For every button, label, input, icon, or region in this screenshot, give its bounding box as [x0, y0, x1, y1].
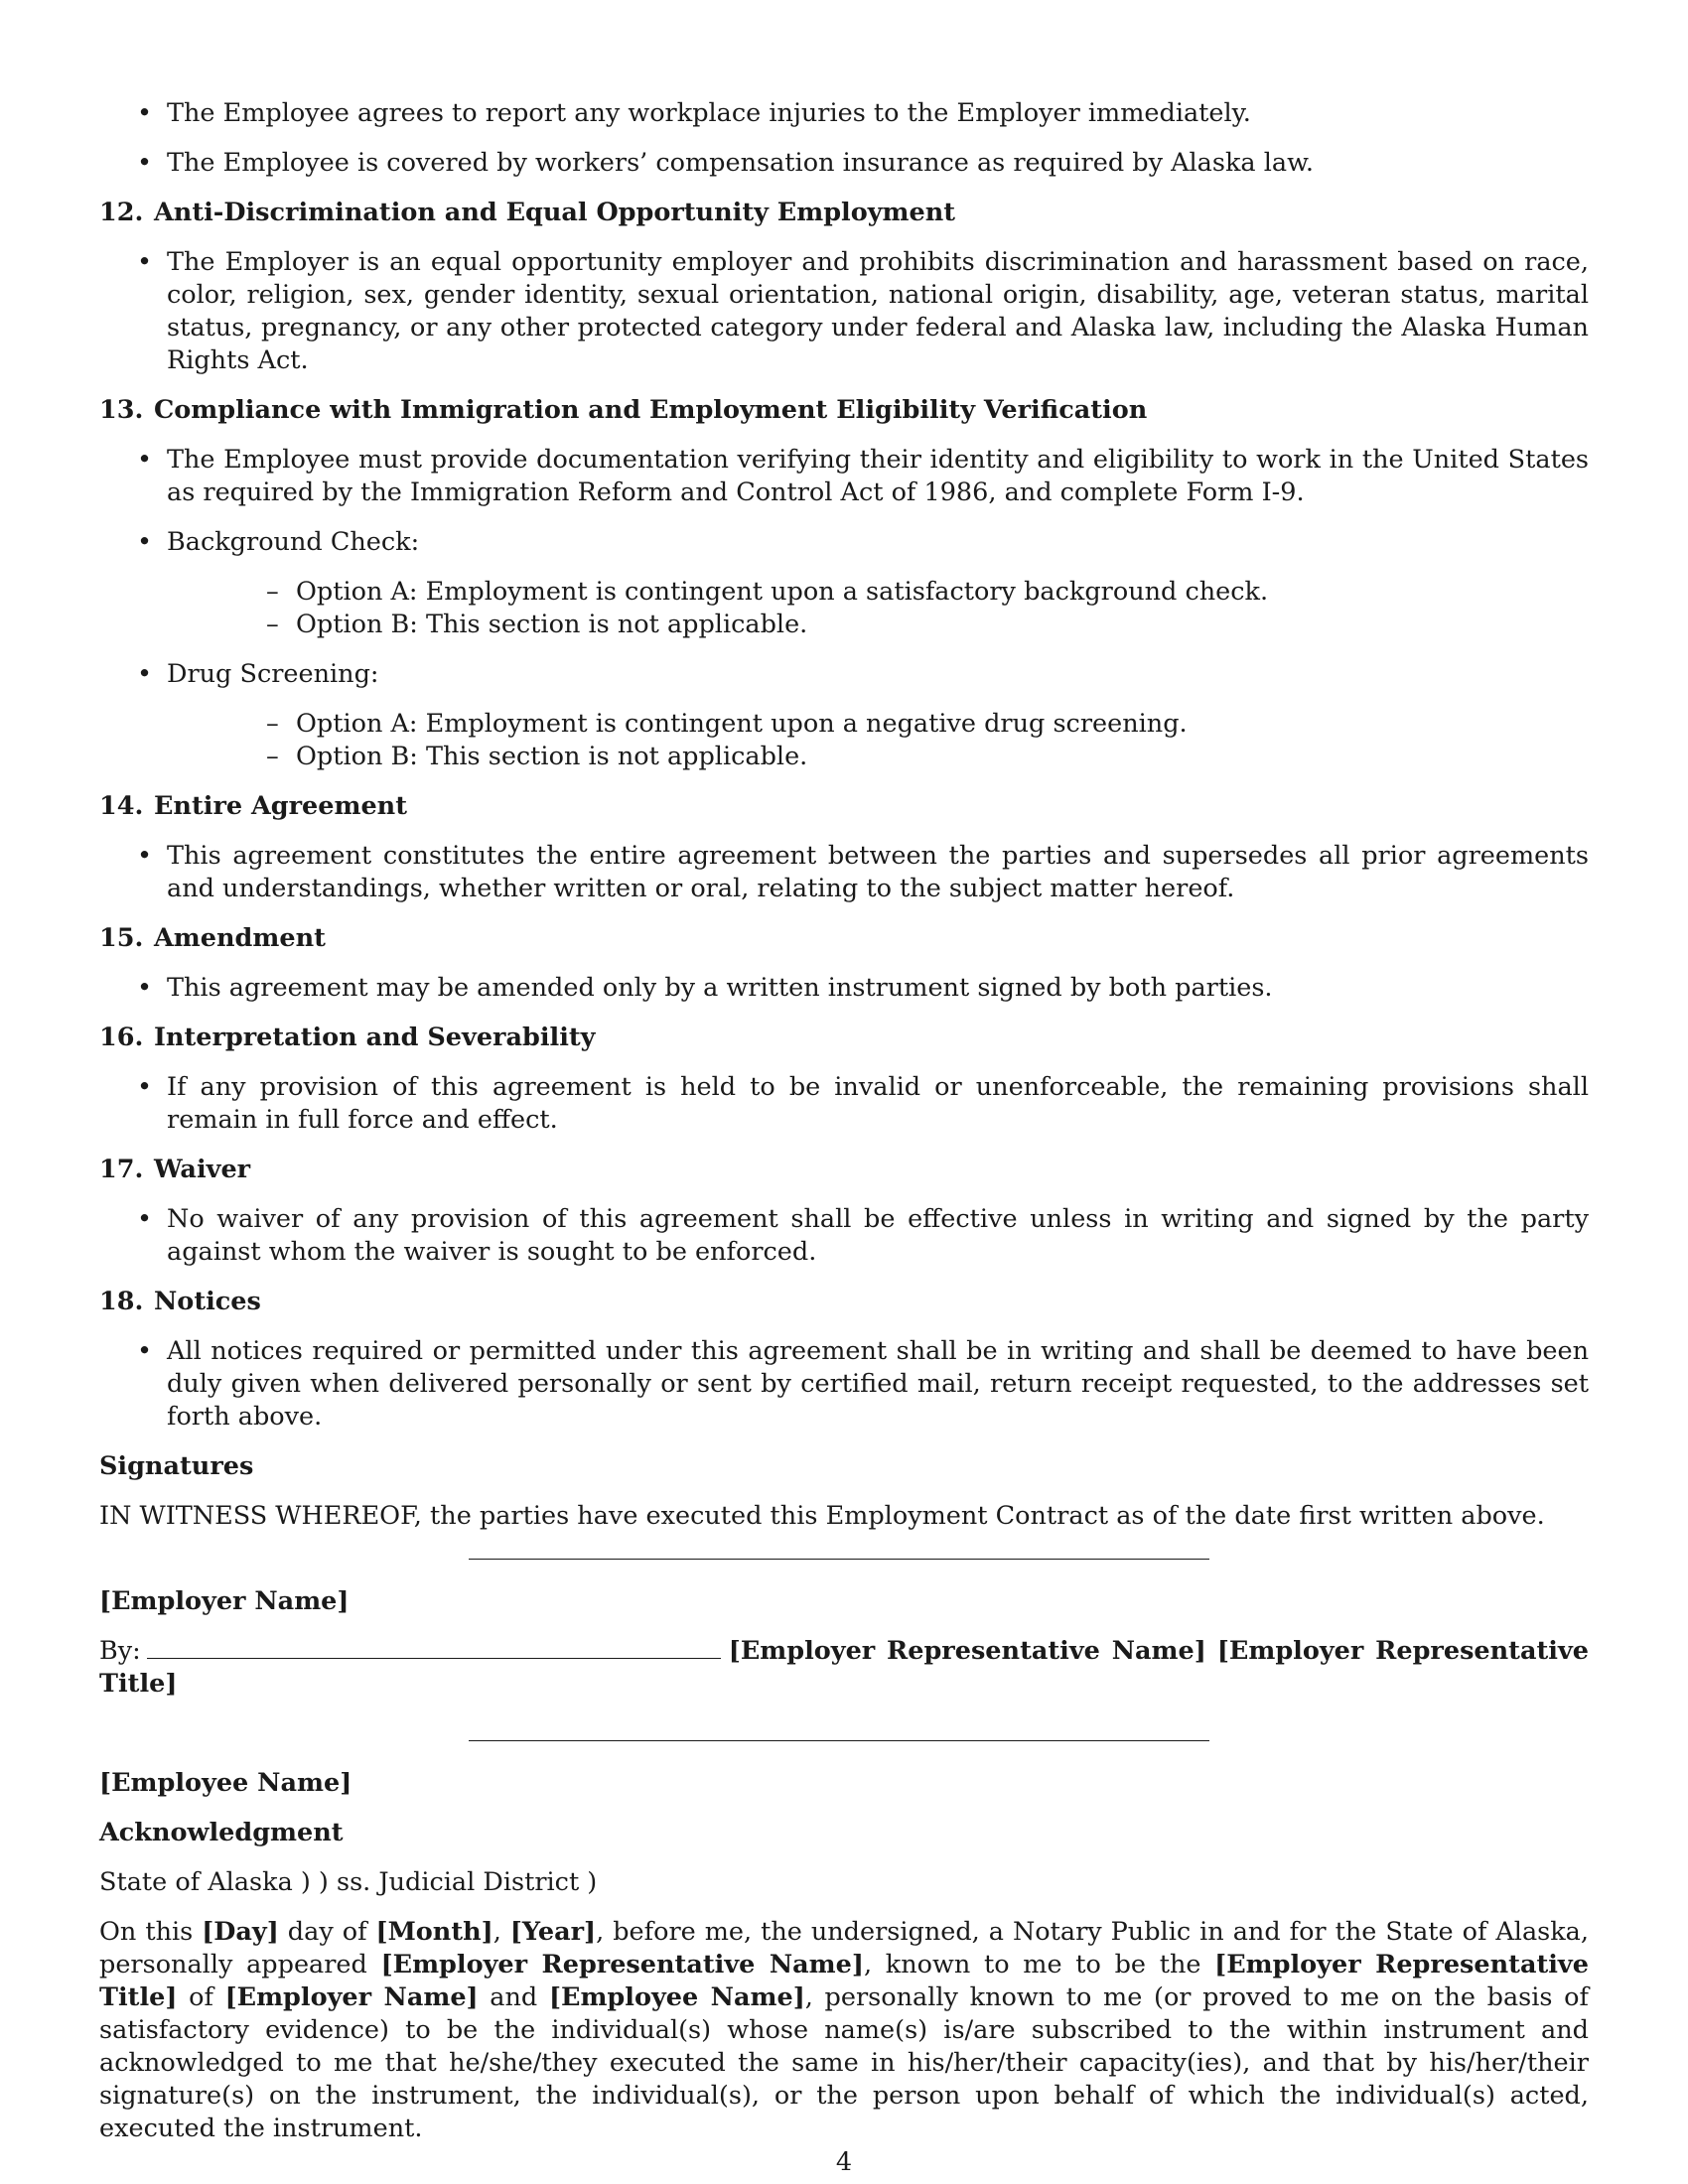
employer-name-placeholder: [Employer Name] — [224, 1982, 479, 2012]
section-number: 13. — [99, 395, 144, 425]
day-placeholder: [Day] — [202, 1917, 279, 1947]
section-heading-12 — [99, 197, 1589, 229]
section-heading-18 — [99, 1286, 1589, 1318]
list-item: • All notices required or permitted under this agreement shall be in writing and shall be deemed to have been duly given when delivered personally or sent by certified mail, return receipt requested, to the addresses set forth above. — [99, 1335, 1589, 1433]
section-12-list — [99, 246, 1589, 377]
by-signature-line[interactable] — [147, 1657, 721, 1659]
list-item: • The Employee must provide documentation verifying their identity and eligibility to work in the United States as required by the Immigration Reform and Control Act of 1986, and complete Form I-9. — [99, 444, 1589, 509]
employer-name-label: [Employer Name] — [99, 1586, 350, 1616]
month-placeholder: [Month] — [375, 1917, 493, 1947]
section-16-list — [99, 1071, 1589, 1137]
list-item: • This agreement constitutes the entire agreement between the parties and supersedes all prior agreements and understandings, whether written or oral, relating to the subject matter hereof. — [99, 840, 1589, 905]
document-page — [99, 97, 1589, 2162]
section-title: Anti-Discrimination and Equal Opportunity Employment — [154, 198, 956, 227]
list-item-drug-screening — [99, 658, 1589, 773]
section-number: 15. — [99, 923, 144, 953]
section-15-list — [99, 972, 1589, 1005]
venue-line: State of Alaska ) ) ss. Judicial District ) — [99, 1867, 598, 1897]
employer-signature-line[interactable] — [469, 1559, 1209, 1560]
employer-by-line — [99, 1635, 1589, 1701]
option-item: – Option A: Employment is contingent upon a negative drug screening. — [167, 708, 1589, 741]
section-title: Waiver — [154, 1155, 251, 1184]
section-heading-17 — [99, 1154, 1589, 1186]
section-heading-13 — [99, 394, 1589, 427]
witness-paragraph: IN WITNESS WHEREOF, the parties have executed this Employment Contract as of the date first written above. — [99, 1501, 1545, 1531]
list-item: • If any provision of this agreement is held to be invalid or unenforceable, the remaining provisions shall remain in full force and effect. — [99, 1071, 1589, 1137]
background-check-label: Background Check: — [167, 527, 420, 557]
section-title: Amendment — [154, 923, 326, 953]
acknowledgment-paragraph: On this [Day] day of [Month], [Year], before me, the undersigned, a Notary Public in and for the State of Alaska, personally appeared [Employer Representative Name], known to me to be the [Employer Representative Title] of [Employer Name] and [Employee Name], personally known to me (or proved to me on the basis of satisfactory evidence) to be the individual(s) whose name(s) is/are subscribed to the within instrument and acknowledged to me that he/she/they executed the same in his/her/their capacity(ies), and that by his/her/their signature(s) on the instrument, the individual(s), or the person upon behalf of which the individual(s) acted, executed the instrument. — [99, 1917, 1589, 2143]
section-title: Entire Agreement — [154, 791, 407, 821]
signatures-heading: Signatures — [99, 1451, 254, 1481]
section-14-list — [99, 840, 1589, 905]
list-item-background-check — [99, 526, 1589, 641]
section-17-list — [99, 1203, 1589, 1269]
section-number: 18. — [99, 1287, 144, 1316]
section-number: 12. — [99, 198, 144, 227]
section-18-list — [99, 1335, 1589, 1433]
list-item: • No waiver of any provision of this agreement shall be effective unless in writing and signed by the party against whom the waiver is sought to be enforced. — [99, 1203, 1589, 1269]
section-13-list — [99, 444, 1589, 773]
drug-screening-label: Drug Screening: — [167, 659, 379, 689]
acknowledgment-heading: Acknowledgment — [99, 1818, 344, 1847]
background-check-options — [167, 576, 1589, 641]
section-heading-14 — [99, 790, 1589, 823]
intro-list — [99, 97, 1589, 180]
drug-screening-options — [167, 708, 1589, 773]
rep-name-placeholder: [Employer Representative Name] — [728, 1636, 1206, 1666]
rep-title-placeholder: [Employer Representative Title] — [99, 1950, 1589, 2012]
section-number: 17. — [99, 1155, 144, 1184]
list-item: • The Employee agrees to report any workplace injuries to the Employer immediately. — [99, 97, 1589, 130]
page-number: 4 — [835, 2147, 853, 2177]
list-item: • This agreement may be amended only by a written instrument signed by both parties. — [99, 972, 1589, 1005]
employee-name-placeholder: [Employee Name] — [548, 1982, 805, 2012]
list-item: • The Employee is covered by workers’ compensation insurance as required by Alaska law. — [99, 147, 1589, 180]
section-title: Interpretation and Severability — [154, 1023, 596, 1052]
section-title: Compliance with Immigration and Employment Eligibility Verification — [154, 395, 1148, 425]
section-title: Notices — [154, 1287, 261, 1316]
section-number: 16. — [99, 1023, 144, 1052]
option-item: – Option B: This section is not applicable. — [167, 741, 1589, 773]
year-placeholder: [Year] — [509, 1917, 597, 1947]
section-heading-15 — [99, 922, 1589, 955]
rep-title-placeholder: [Employer Representative Title] — [99, 1636, 1589, 1699]
option-item: – Option B: This section is not applicable. — [167, 609, 1589, 641]
by-label: By: — [99, 1636, 141, 1666]
section-number: 14. — [99, 791, 144, 821]
rep-name-placeholder: [Employer Representative Name] — [380, 1950, 864, 1979]
employee-signature-line[interactable] — [469, 1740, 1209, 1741]
section-heading-16 — [99, 1022, 1589, 1054]
list-item: • The Employer is an equal opportunity employer and prohibits discrimination and harassment based on race, color, religion, sex, gender identity, sexual orientation, national origin, disability, age, veteran status, marital status, pregnancy, or any other protected category under federal and Alaska law, including the Alaska Human Rights Act. — [99, 246, 1589, 377]
option-item: – Option A: Employment is contingent upon a satisfactory background check. — [167, 576, 1589, 609]
employee-name-label: [Employee Name] — [99, 1768, 352, 1798]
